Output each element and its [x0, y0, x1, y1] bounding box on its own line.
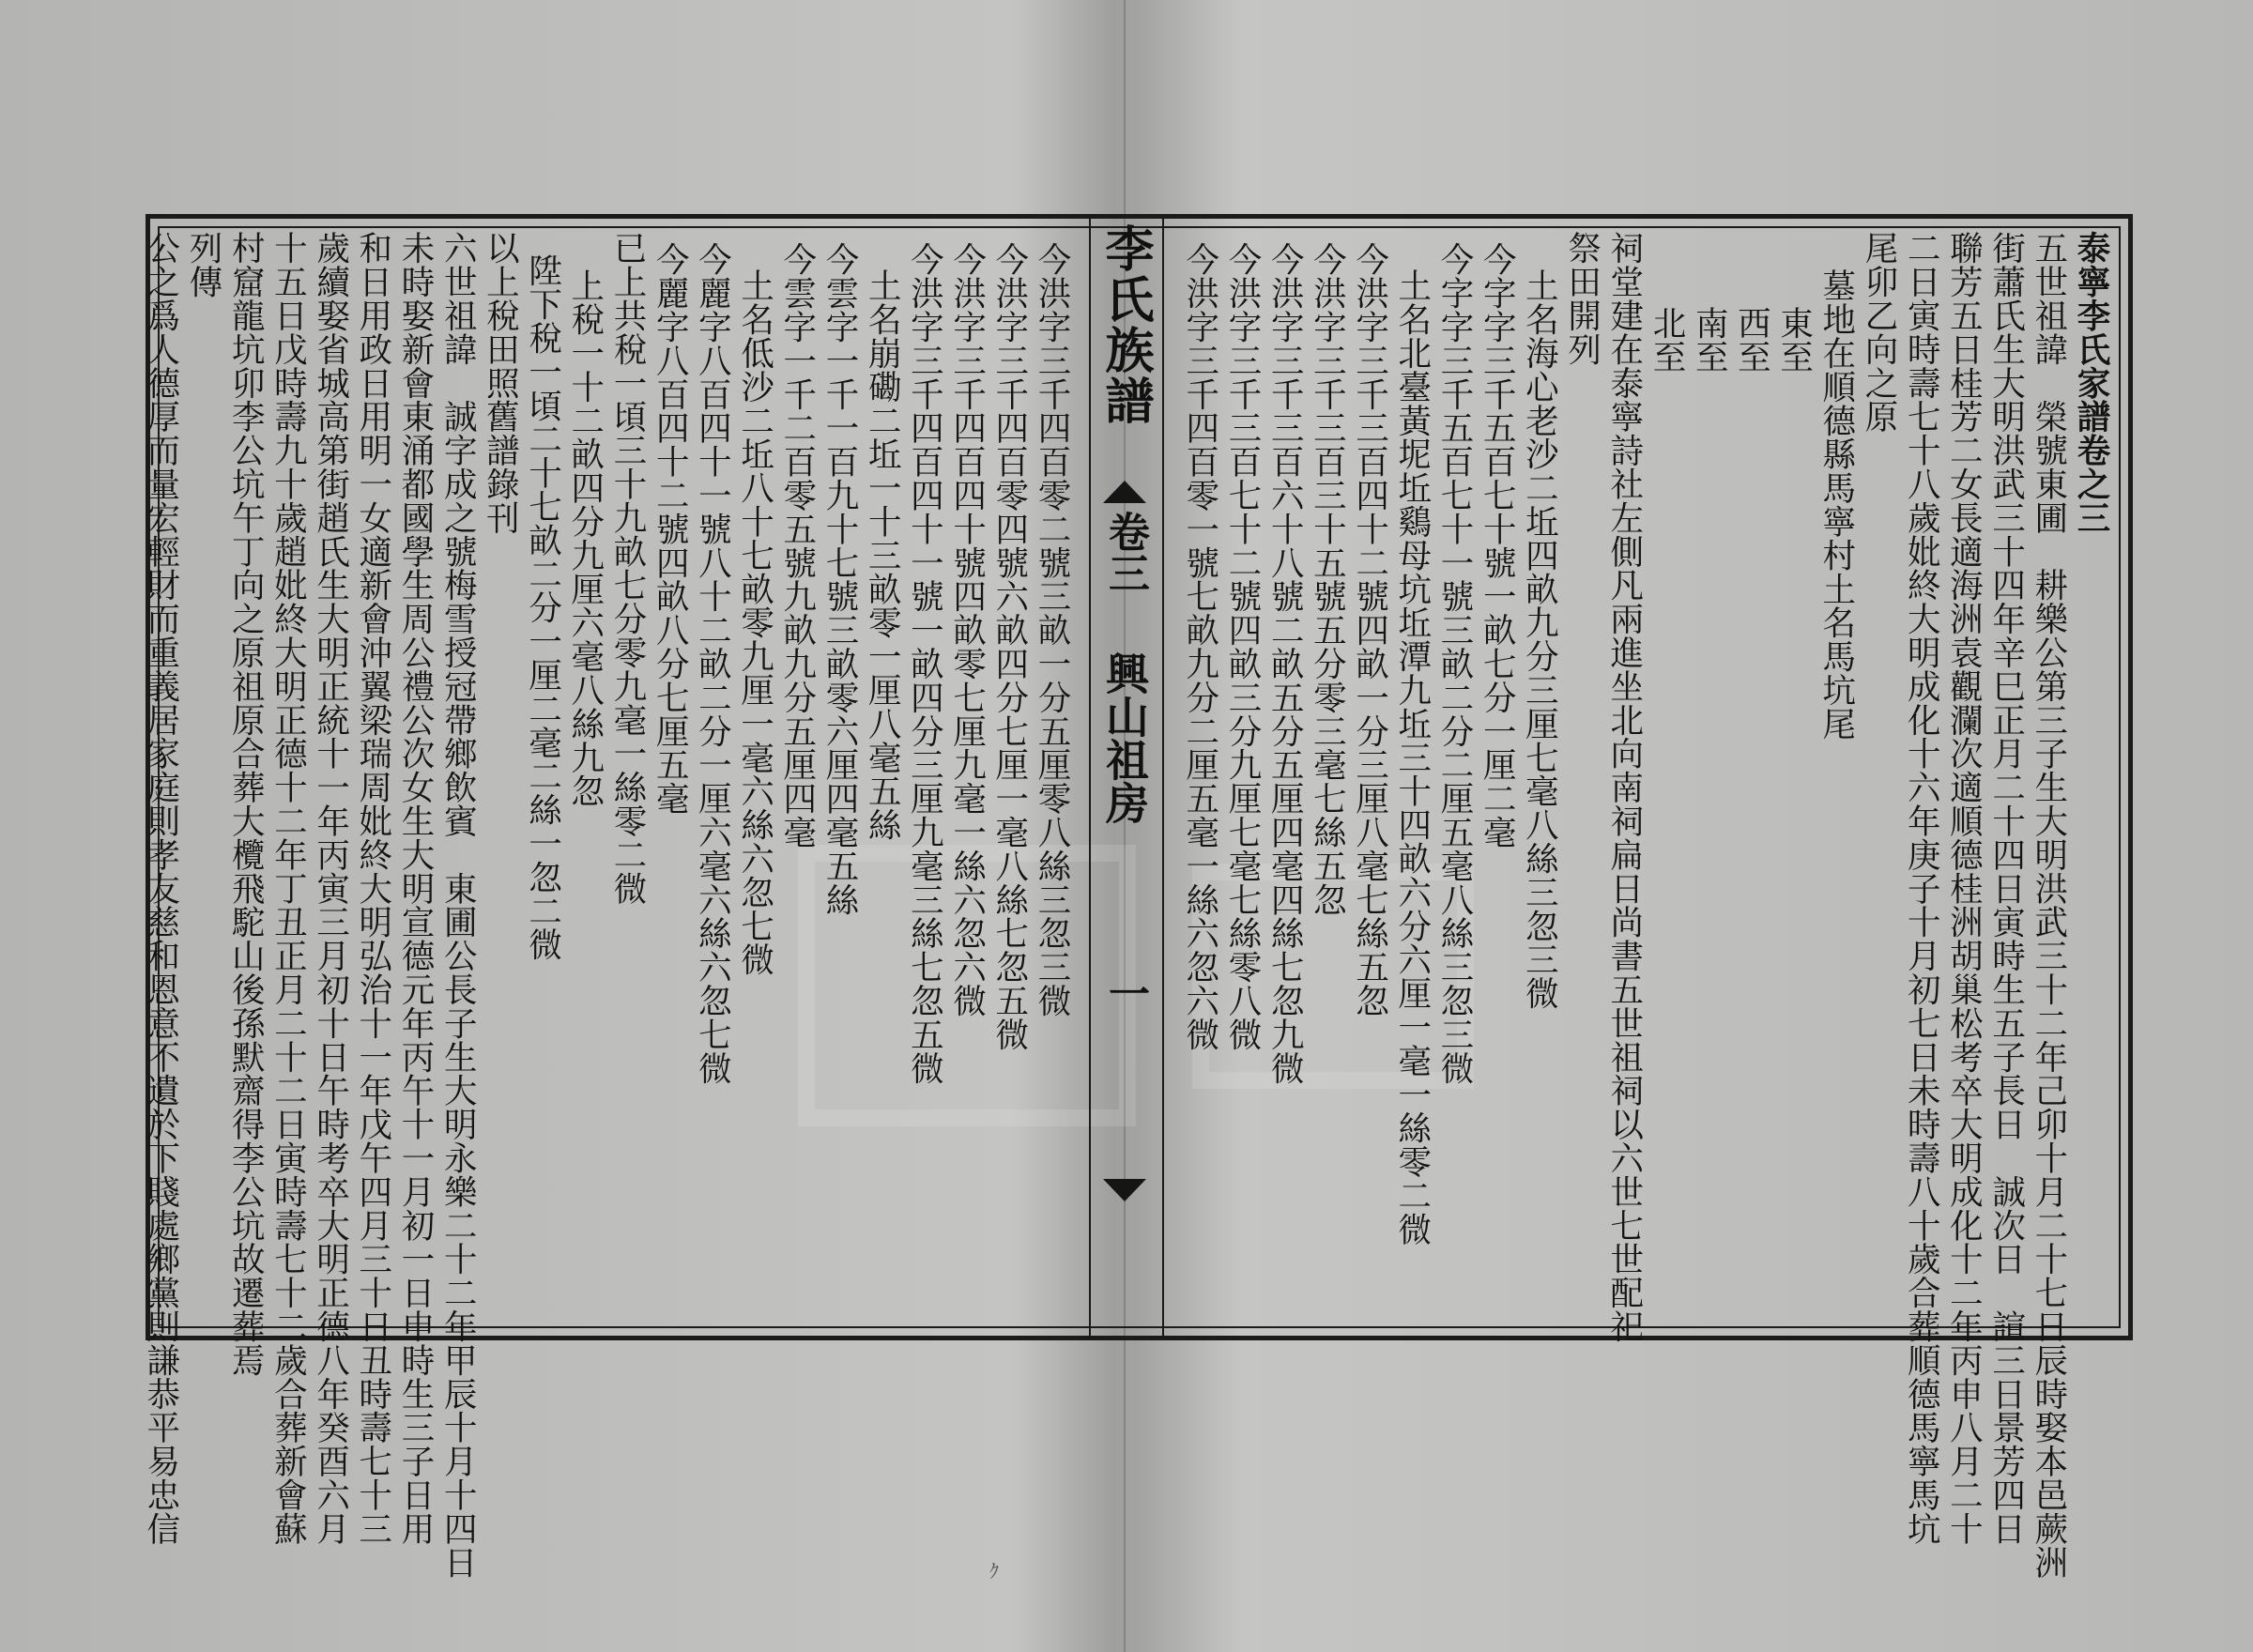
text-column: 上稅一十二畝四分九厘六毫八絲九忽 [565, 268, 605, 808]
section-label: 興山祖房 [1099, 651, 1150, 824]
text-column: 今字字三千五百七十號一畝七分一厘二毫 [1478, 242, 1517, 849]
text-column: 今洪字三千四百四十號四畝零七厘九毫一絲六忽六微 [947, 242, 987, 1017]
text-column: 土名海心老沙二坵四畝九分三厘七毫八絲三忽三微 [1520, 268, 1559, 1010]
stray-ink-mark: ｸ [989, 1560, 999, 1583]
text-column: 歲續娶省城高第街趙氏生大明正統十一年丙寅三月初十日午時考卒大明正德八年癸酉六月 [311, 231, 350, 1546]
text-column: 五世祖諱 榮號東圃 耕樂公第三子生大明洪武三十二年己卯十月二十七日辰時娶本邑蕨洲 [2029, 231, 2068, 1579]
folio-number: 一 [1101, 972, 1149, 1014]
text-column: 今洪字三千三百七十二號四畝三分九厘七毫七絲零八微 [1223, 242, 1262, 1051]
text-column: 村窟龍坑卯李公坑午丁向之原祖原合葬大欖飛駝山後孫默齋得李公坑故遷葬焉 [226, 231, 266, 1377]
text-column: 今洪字三千四百四十一號一畝四分三厘九毫三絲七忽五微 [905, 242, 944, 1085]
text-column: 土名崩磡二坵一十三畝零一厘八毫五絲 [863, 268, 902, 842]
text-column: 未時娶新會東涌都國學生周公禮公次女生大明宣德元年丙午十一月初一日申時生三子日用 [396, 231, 435, 1546]
text-column: 北至 [1648, 306, 1686, 374]
text-column: 土名低沙二坵八十七畝零九厘一毫六絲六忽七微 [735, 268, 774, 976]
text-column: 十五日戊時壽九十歲趙妣終大明正德十二年丁丑正月二十二日寅時壽七十二歲合葬新會蘇 [268, 231, 308, 1546]
text-column: 六世祖諱 誠字成之號梅雪授冠帶鄉飲賓 東圃公長子生大明永樂二十二年甲辰十月十四日 [438, 231, 478, 1579]
text-column: 今洪字三千四百零一號七畝九分二厘五毫一絲六忽六微 [1180, 242, 1219, 1051]
text-column: 今洪字三千三百三十五號五分零三毫七絲五忽 [1308, 242, 1347, 916]
text-column: 今麗字八百四十一號八十二畝二分一厘六毫六絲六忽七微 [693, 242, 732, 1085]
text-column: 今洪字三千四百零二號三畝一分五厘零八絲三忽三微 [1033, 242, 1071, 1017]
text-column: 二日寅時壽七十八歲妣終大明成化十六年庚子十月初七日未時壽八十歲合葬順德馬寧馬坑 [1902, 231, 1941, 1546]
text-column: 泰寧李氏家譜卷之三 [2072, 231, 2110, 535]
text-column: 今字字三千五百七十一號三畝二分二厘五毫八絲三忽三微 [1435, 242, 1474, 1085]
text-column: 祠堂建在泰寧詩社左側凡兩進坐北向南祠扁日尚書五世祖祠以六世七世配祀 [1604, 231, 1644, 1343]
text-column: 東至 [1774, 306, 1814, 374]
text-column: 列傳 [184, 231, 222, 298]
text-column: 南至 [1690, 306, 1729, 374]
text-column: 今洪字三千四百零四號六畝四分七厘一毫八絲七忽五微 [989, 242, 1029, 1051]
text-column: 聯芳五日桂芳二女長適海洲袁觀瀾次適順德桂洲胡巢松考卒大明成化十二年丙申八月二十 [1944, 231, 1984, 1546]
text-column: 已上共稅一頃三十九畝七分零九毫一絲零二微 [608, 231, 647, 905]
text-column: 墓地在順德縣馬寧村土名馬坑尾 [1816, 268, 1856, 741]
text-column: 尾卯乙向之原 [1860, 231, 1898, 434]
text-column: 今麗字八百四十二號四畝八分七厘五毫 [651, 242, 690, 816]
volume-label: 卷三 [1101, 511, 1149, 593]
text-column: 公之爲人德厚而量宏輕財而重義居家庭則孝友慈和恩意不遺於下賤處鄉黨則謙恭平易忠信 [141, 231, 180, 1546]
text-column: 今洪字三千三百六十八號二畝五分五厘四毫四絲七忽九微 [1265, 242, 1305, 1085]
text-column: 今雲字一千二百零五號九畝九分五厘四毫 [777, 242, 817, 849]
text-column: 祭田開列 [1562, 231, 1602, 366]
book-title: 李氏族譜 [1096, 223, 1154, 426]
text-column: 和日用政日用明一女適新會沖翼梁瑞周妣終大明弘治十一年戊午四月三十日丑時壽七十三 [353, 231, 392, 1546]
text-column: 今洪字三千三百四十二號四畝一分三厘八毫七絲五忽 [1350, 242, 1389, 1017]
text-column: 今雲字一千一百九十七號三畝零六厘四毫五絲 [820, 242, 859, 916]
text-column: 以上稅田照舊譜錄刊 [481, 231, 520, 535]
text-column: 街蕭氏生大明洪武三十四年辛巳正月二十四日寅時生五子長日 誠次日 諠三日景芳四日 [1986, 231, 2026, 1546]
text-column: 陞下稅一頃二十七畝二分一厘二毫二絲一忽二微 [523, 253, 562, 961]
text-column: 土名北臺黃坭坵鷄母坑坵潭九坵三十四畝六分六厘一毫一絲零二微 [1392, 268, 1432, 1247]
text-column: 西至 [1732, 306, 1771, 374]
